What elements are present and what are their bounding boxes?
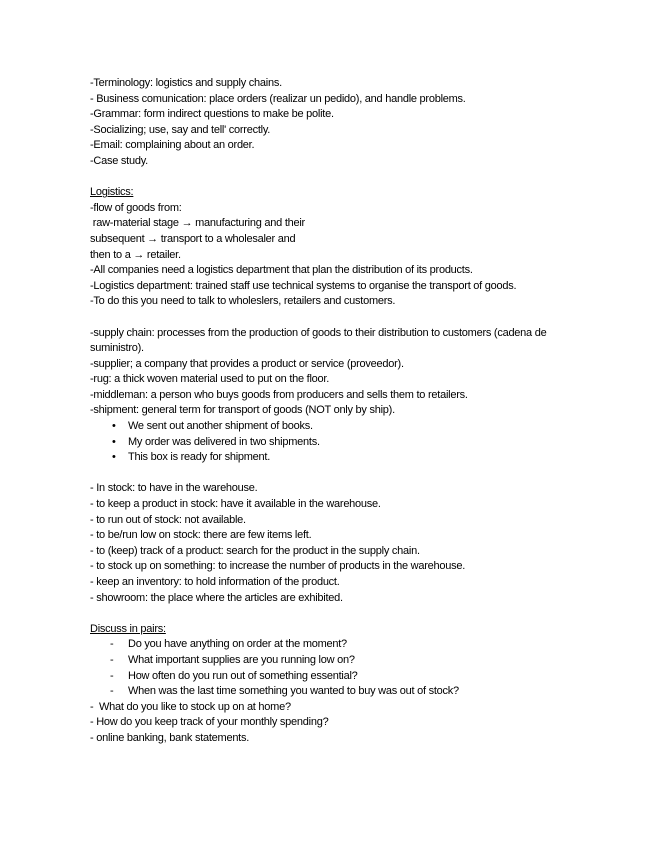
logistics-line: -All companies need a logistics department that plan the distribution of its products. [90, 264, 473, 277]
supply-section [90, 326, 570, 466]
list-item-text: My order was delivered in two shipments. [128, 435, 320, 448]
discuss-heading: Discuss in pairs: [90, 622, 166, 635]
intro-line: -Email: complaining about an order. [90, 139, 255, 152]
dash-icon: - [110, 685, 114, 698]
question-text: How often do you run out of something essential? [128, 669, 358, 682]
supply-line: -middleman: a person who buys goods from producers and sells them to retailers. [90, 388, 468, 401]
discuss-line: - online banking, bank statements. [90, 731, 250, 744]
stock-line: - showroom: the place where the articles are exhibited. [90, 591, 343, 604]
intro-line: -Socializing; use, say and tell' correctly. [90, 123, 271, 136]
list-item [90, 450, 570, 466]
list-item [90, 637, 570, 653]
shipment-examples-list [90, 419, 570, 466]
stock-line: - to be/run low on stock: there are few items left. [90, 529, 312, 542]
list-item [90, 653, 570, 669]
logistics-line: raw-material stage → manufacturing and their [90, 217, 305, 230]
intro-line: -Terminology: logistics and supply chains. [90, 77, 282, 89]
spacer [90, 310, 570, 326]
list-item [90, 435, 570, 451]
intro-section [90, 76, 570, 170]
intro-line: -Grammar: form indirect questions to make be polite. [90, 108, 334, 121]
question-text: What important supplies are you running low on? [128, 653, 355, 666]
bullet-icon: • [112, 420, 116, 433]
logistics-heading: Logistics: [90, 186, 134, 199]
stock-line: - to (keep) track of a product: search for the product in the supply chain. [90, 544, 420, 557]
intro-line: -Case study. [90, 154, 148, 167]
discuss-line: - What do you like to stock up on at home? [90, 700, 291, 713]
stock-line: - to stock up on something: to increase the number of products in the warehouse. [90, 560, 466, 573]
discuss-line: - How do you keep track of your monthly spending? [90, 716, 329, 729]
intro-line: - Business comunication: place orders (realizar un pedido), and handle problems. [90, 92, 466, 105]
spacer [90, 170, 570, 186]
discuss-section [90, 622, 570, 747]
stock-line: - keep an inventory: to hold information of the product. [90, 576, 340, 588]
list-item [90, 669, 570, 685]
supply-line: -supplier; a company that provides a product or service (proveedor). [90, 357, 404, 370]
spacer [90, 466, 570, 482]
document-page [90, 76, 570, 747]
supply-line: -supply chain: processes from the production of goods to their distribution to customers (cadena de suministro). [90, 326, 547, 355]
supply-line: -rug: a thick woven material used to put on the floor. [90, 373, 330, 386]
stock-section [90, 481, 570, 606]
bullet-icon: • [112, 435, 116, 448]
question-text: Do you have anything on order at the moment? [128, 638, 347, 651]
stock-line: - to keep a product in stock: have it available in the warehouse. [90, 498, 381, 511]
question-text: When was the last time something you wanted to buy was out of stock? [128, 685, 459, 698]
dash-icon: - [110, 653, 114, 666]
spacer [90, 606, 570, 622]
stock-line: - to run out of stock: not available. [90, 513, 246, 526]
logistics-section [90, 185, 570, 310]
list-item-text: We sent out another shipment of books. [128, 420, 313, 433]
bullet-icon: • [112, 451, 116, 464]
stock-line: - In stock: to have in the warehouse. [90, 482, 258, 495]
dash-icon: - [110, 669, 114, 682]
list-item [90, 684, 570, 700]
list-item [90, 419, 570, 435]
logistics-line: -Logistics department: trained staff use technical systems to organise the transport of goods. [90, 279, 517, 292]
dash-icon: - [110, 638, 114, 651]
logistics-line: subsequent → transport to a wholesaler and [90, 232, 296, 245]
list-item-text: This box is ready for shipment. [128, 451, 271, 464]
logistics-line: -flow of goods from: [90, 201, 182, 214]
logistics-line: -To do this you need to talk to wholeslers, retailers and customers. [90, 295, 396, 308]
logistics-line: then to a → retailer. [90, 248, 181, 261]
supply-line: -shipment: general term for transport of goods (NOT only by ship). [90, 404, 395, 417]
